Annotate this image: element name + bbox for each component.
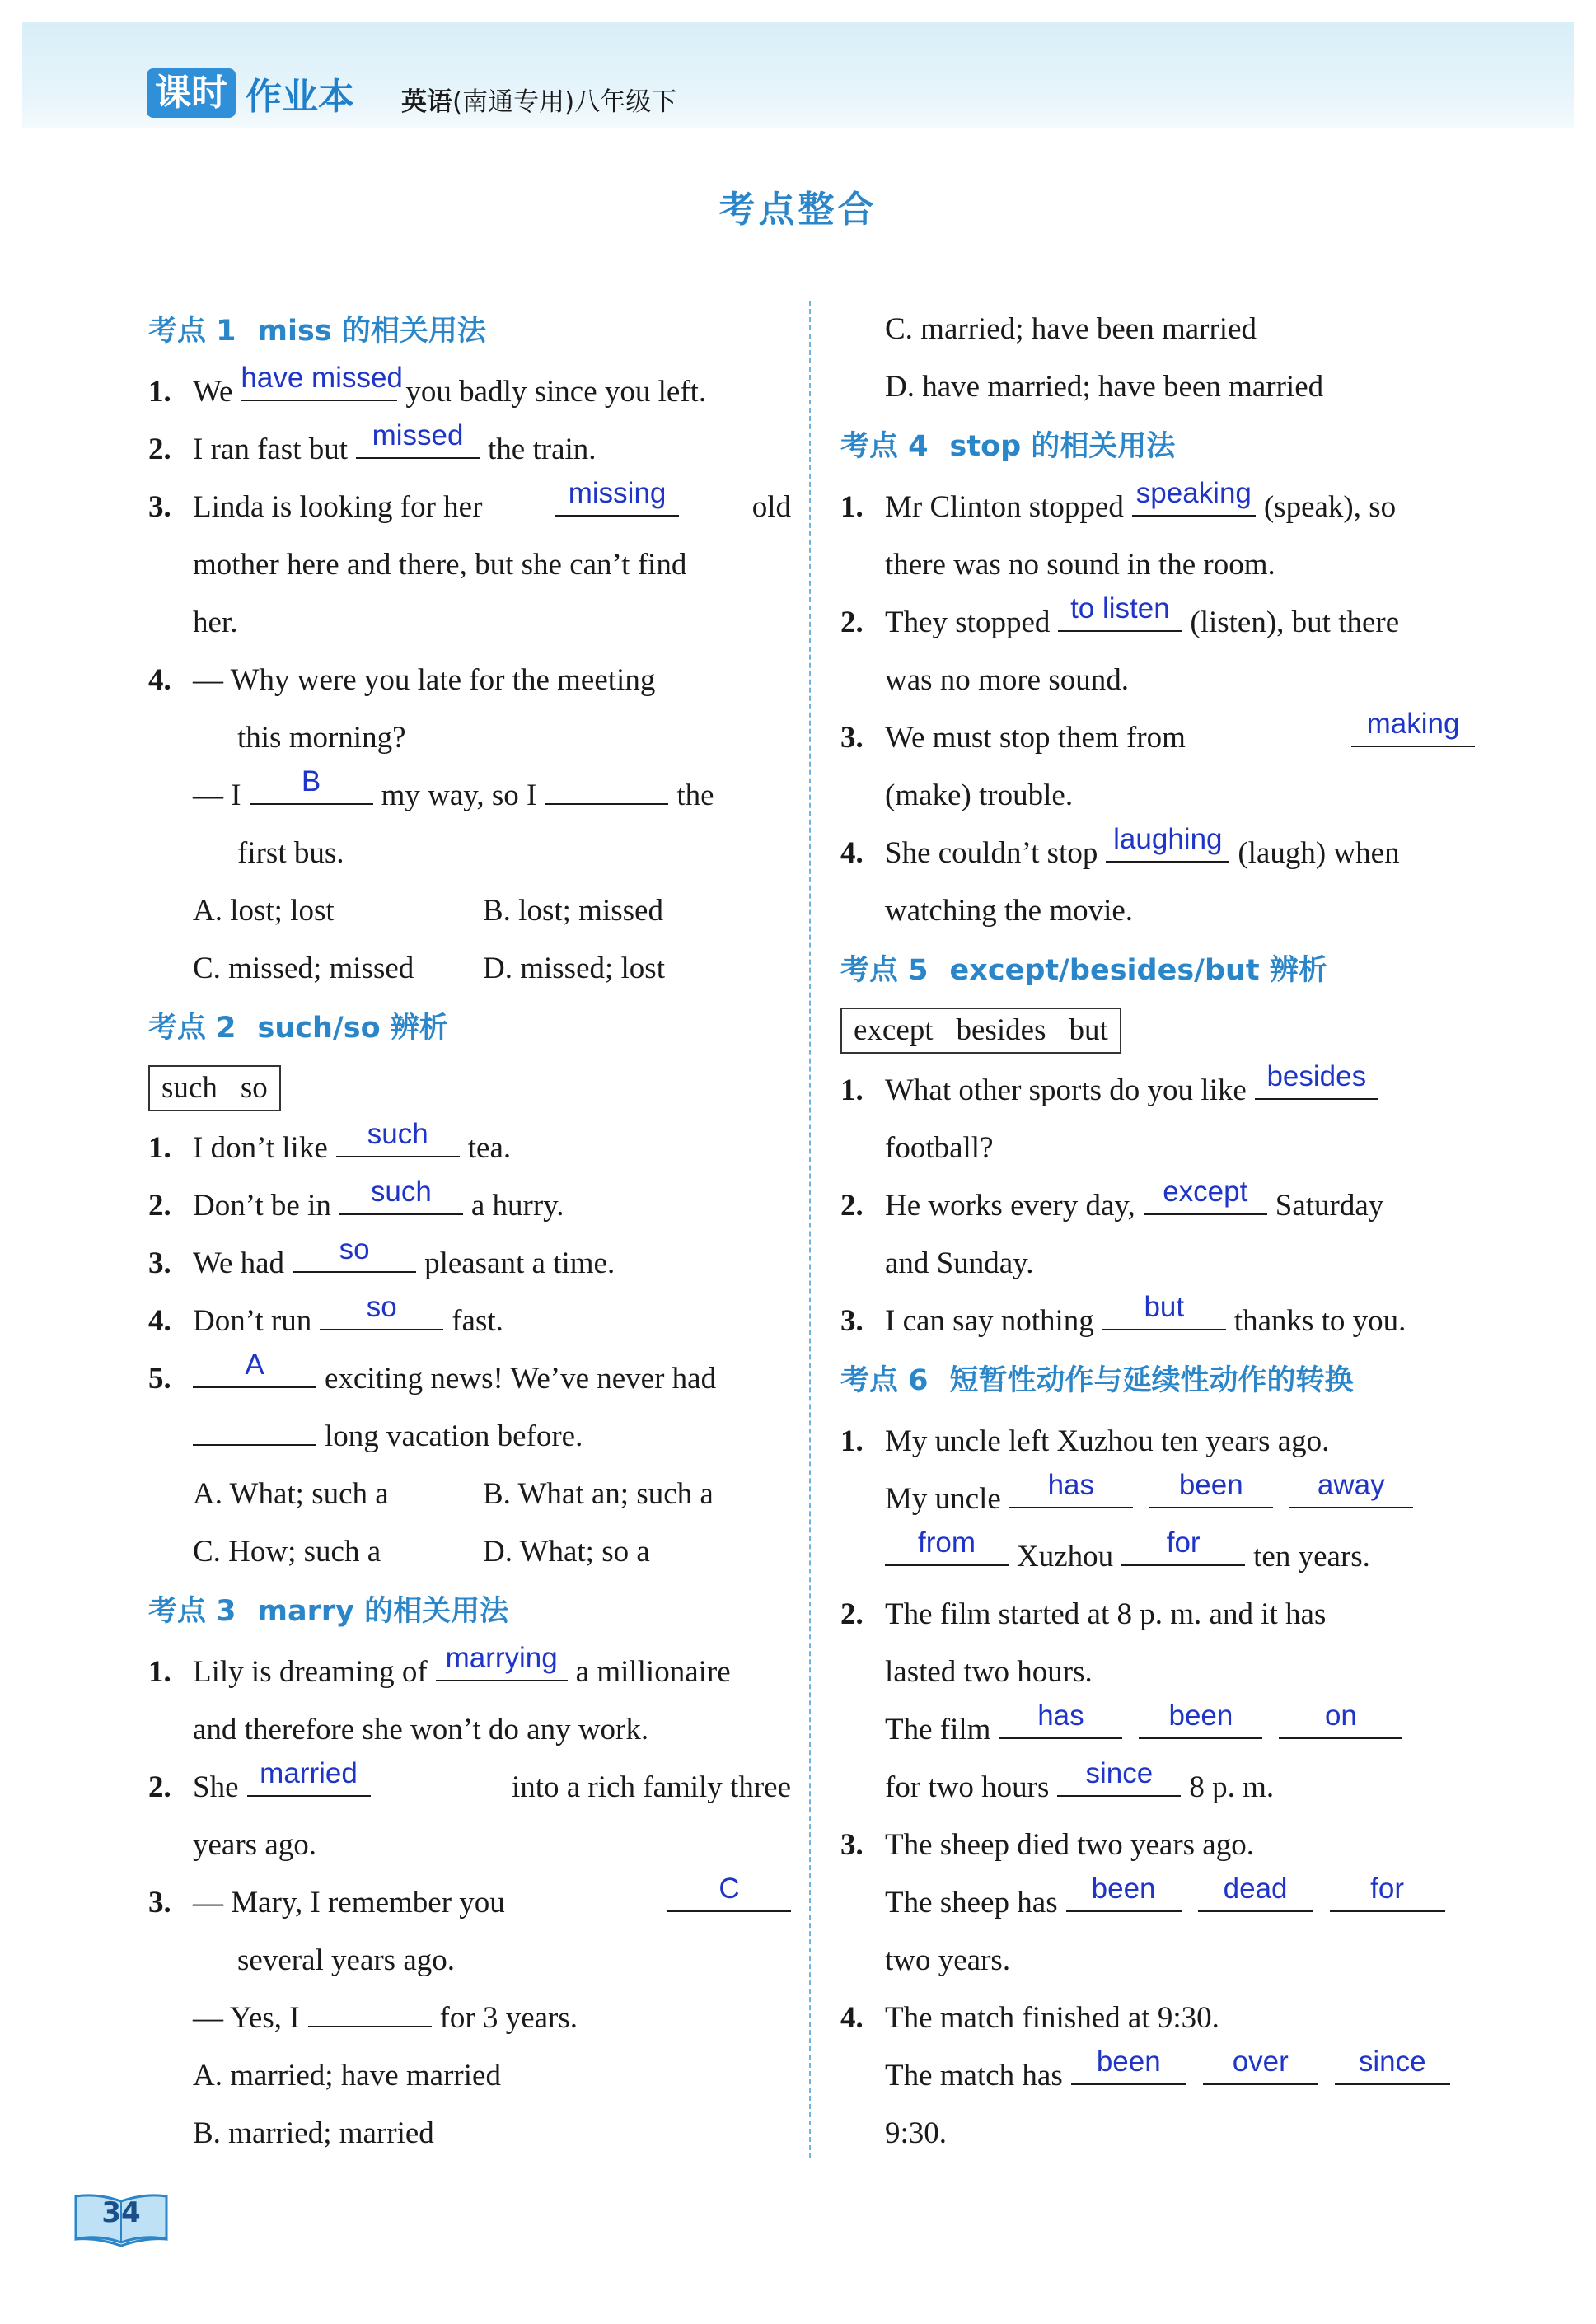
- subject: 英语: [401, 87, 452, 117]
- answer-blank: [545, 767, 668, 805]
- s1-q4-options: A. lost; lost B. lost; missed: [193, 894, 663, 928]
- s3-q1: 1. Lily is dreaming of marrying a millionaire: [148, 1642, 731, 1689]
- s4-q2: 2. They stopped to listen (listen), but there: [840, 592, 1400, 639]
- answer-blank: since: [1057, 1759, 1181, 1797]
- s1-q3: 3. Linda is looking for her missing old: [148, 477, 791, 524]
- s2-q5-options: A. What; such a B. What an; such a: [193, 1477, 714, 1511]
- answer-blank: missed: [356, 421, 480, 459]
- book-logo: [147, 68, 354, 119]
- answer-blank: married: [247, 1759, 371, 1797]
- answer-blank: B: [250, 767, 373, 805]
- answer-blank: to listen: [1058, 594, 1182, 632]
- answer-blank: making: [1351, 709, 1475, 747]
- logo-text: 作业本: [246, 76, 354, 118]
- answer-blank: for: [1330, 1874, 1445, 1912]
- s1-q2: 2. I ran fast but missed the train.: [148, 419, 597, 466]
- s1-q1: 1. We have missed you badly since you left.: [148, 362, 707, 409]
- s4-q3: 3. We must stop them from making: [840, 709, 1475, 767]
- right-column: C. married; have been married D. have married; have been married 考点 4 stop 的相关用法 1. Mr Clinton stopped speaking (speak), so there was no sound in the room. 2. They stopped to listen (listen), but there was no more sound. 3. We must stop them from making (make) trouble. 4. She couldn’t stop laughing (laugh) when watching the movie. 考点 5 except/besides/but 辨析 except besides but 1. What other sports do you like besides football? 2. He works every day, except Saturday and Sunday. 3. I can say nothing but thanks to you. 考点 6 短暂性动作与延续性动作的转换 1. My uncle left Xuzhou ten years ago. My uncle has been away from Xuzhou for ten years. 2. The film started at 8 p. m. and it has lasted two hours. The film has been on for two hours since 8 p. m. 3. The sheep died two years ago. The sheep has been dead for two years. 4. The match finished at 9:30. The match has been over since 9:30.: [840, 301, 1475, 2163]
- s2-q4: 4. Don’t run so fast.: [148, 1291, 503, 1338]
- answer-blank: been: [1071, 2047, 1186, 2085]
- section-3-title: 考点 3 marry 的相关用法: [148, 1595, 509, 1628]
- s3-q2: 2. She married into a rich family three: [148, 1757, 791, 1804]
- word-box: such so: [148, 1065, 281, 1111]
- answer-blank: laughing: [1106, 825, 1229, 863]
- answer-blank: for: [1121, 1528, 1245, 1566]
- s6-q3: 3. The sheep died two years ago.: [840, 1828, 1254, 1862]
- page-number: 34: [73, 2191, 170, 2249]
- answer-blank: from: [885, 1528, 1009, 1566]
- answer-blank: but: [1102, 1293, 1226, 1330]
- answer-blank: missing: [555, 479, 679, 517]
- edition: (南通专用)八年级下: [452, 87, 677, 117]
- left-column: 考点 1 miss 的相关用法 1. We have missed you badly since you left. 2. I ran fast but missed the train. 3. Linda is looking for her missing old mother here and there, but she can’t find her. 4. — Why were you late for the meeting this morning? — I B my way, so I the first bus. A. lost; lost B. lost; missed C. missed; missed D. missed; lost 考点 2 such/so 辨析 such so 1. I don’t like such tea. 2. Don’t be in such a hurry. 3. We had so pleasant a time. 4. Don’t run so fast. 5. A exciting news! We’ve never had long vacation before. A. What; such a B. What an; such a C. How; such a D. What; so a 考点 3 marry 的相关用法 1. Lily is dreaming of marrying a millionaire and therefore she won’t do any work. 2. She married into a rich family three years ago. 3. — Mary, I remember you C several years ago. — Yes, I for 3 years. A. married; have married B. married; married: [148, 301, 791, 2163]
- s6-q2: 2. The film started at 8 p. m. and it has: [840, 1597, 1327, 1631]
- answer-blank: have missed: [241, 363, 397, 401]
- s5-q3: 3. I can say nothing but thanks to you.: [840, 1291, 1406, 1338]
- answer-blank: has: [1009, 1471, 1133, 1508]
- answer-blank: been: [1149, 1471, 1273, 1508]
- answer-blank: dead: [1198, 1874, 1313, 1912]
- logo-chip: 课时: [147, 68, 236, 118]
- answer-blank: has: [999, 1701, 1122, 1739]
- answer-blank: [193, 1408, 316, 1446]
- answer-blank: since: [1335, 2047, 1450, 2085]
- s5-q1: 1. What other sports do you like besides: [840, 1062, 1475, 1120]
- book-subtitle: [401, 81, 676, 118]
- answer-blank: over: [1203, 2047, 1318, 2085]
- section-1-title: 考点 1 miss 的相关用法: [148, 315, 486, 348]
- answer-blank: on: [1279, 1701, 1402, 1739]
- section-4-title: 考点 4 stop 的相关用法: [840, 430, 1176, 463]
- section-2-title: 考点 2 such/so 辨析: [148, 1012, 448, 1045]
- s6-q1: 1. My uncle left Xuzhou ten years ago.: [840, 1424, 1330, 1458]
- answer-blank: been: [1066, 1874, 1182, 1912]
- s2-q1: 1. I don’t like such tea.: [148, 1118, 512, 1165]
- s2-q5: 5. A exciting news! We’ve never had: [148, 1349, 717, 1396]
- column-divider: [809, 301, 811, 2158]
- s2-q3: 3. We had so pleasant a time.: [148, 1233, 615, 1280]
- s6-q4: 4. The match finished at 9:30.: [840, 2001, 1219, 2035]
- answer-blank: such: [336, 1120, 460, 1157]
- answer-blank: such: [339, 1177, 463, 1215]
- answer-blank: A: [193, 1350, 316, 1388]
- s1-q4: 4. — Why were you late for the meeting: [148, 663, 656, 697]
- s4-q1: 1. Mr Clinton stopped speaking (speak), so: [840, 477, 1397, 524]
- page-title: 考点整合: [718, 189, 878, 231]
- answer-blank: so: [293, 1235, 416, 1273]
- answer-blank: been: [1139, 1701, 1262, 1739]
- answer-blank: except: [1144, 1177, 1267, 1215]
- s3-q3: 3. — Mary, I remember you C: [148, 1874, 791, 1932]
- answer-blank: away: [1289, 1471, 1413, 1508]
- answer-blank: so: [320, 1293, 443, 1330]
- section-6-title: 考点 6 短暂性动作与延续性动作的转换: [840, 1364, 1354, 1397]
- answer-blank: speaking: [1132, 479, 1256, 517]
- s4-q4: 4. She couldn’t stop laughing (laugh) when: [840, 823, 1400, 870]
- s2-q2: 2. Don’t be in such a hurry.: [148, 1176, 564, 1223]
- answer-blank: besides: [1255, 1062, 1378, 1100]
- answer-blank: marrying: [436, 1644, 568, 1681]
- section-5-title: 考点 5 except/besides/but 辨析: [840, 954, 1327, 987]
- s5-q2: 2. He works every day, except Saturday: [840, 1176, 1384, 1223]
- answer-blank: C: [667, 1874, 791, 1912]
- word-box: except besides but: [840, 1008, 1121, 1054]
- answer-blank: [308, 1990, 432, 2027]
